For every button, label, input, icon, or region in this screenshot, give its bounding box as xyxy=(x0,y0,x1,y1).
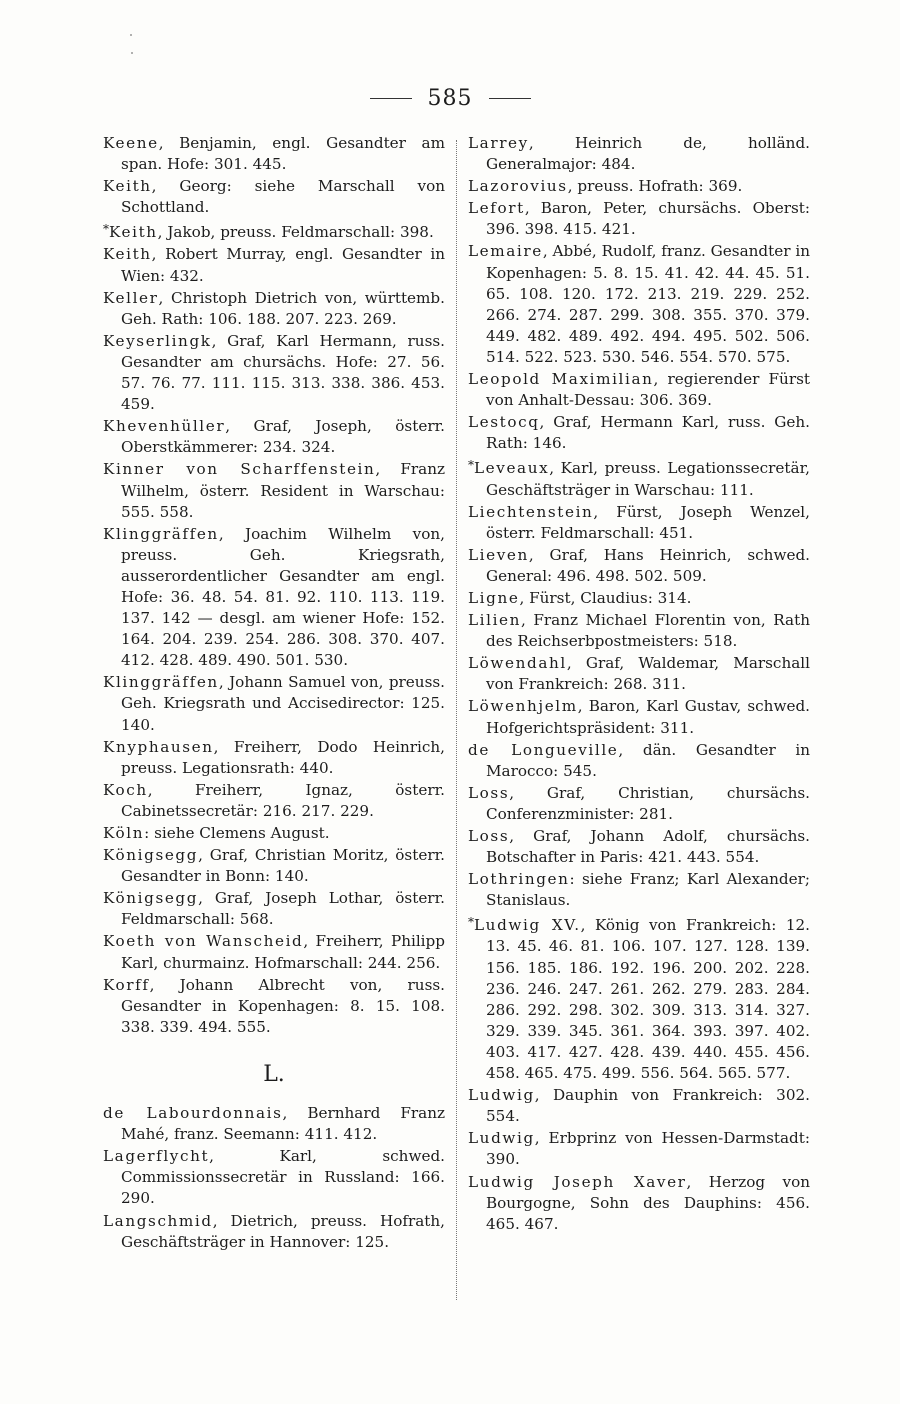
entry-name: Leveaux xyxy=(474,459,550,478)
page-header xyxy=(0,86,900,111)
entry-name: Kinner von Scharffenstein xyxy=(103,460,376,479)
entry-name: Keyserlingk xyxy=(103,331,212,350)
index-entry xyxy=(103,1211,445,1253)
entry-name: Ludwig Joseph Xaver xyxy=(468,1172,687,1191)
right-column xyxy=(468,133,810,1236)
index-entry xyxy=(468,1128,810,1170)
scan-speck xyxy=(131,52,133,54)
index-entry xyxy=(103,845,445,887)
entry-name: Larrey xyxy=(468,134,529,152)
entry-details: , Jakob, preuss. Feldmarschall: 398. xyxy=(157,223,434,242)
index-entry xyxy=(468,502,810,544)
index-entry xyxy=(468,783,810,825)
section-letter: L. xyxy=(263,1061,285,1087)
entry-details: : siehe Franz; Karl Alexander; Stanislaus. xyxy=(486,870,810,910)
index-entry xyxy=(103,459,445,522)
entry-details: , Heinrich de, holländ. Generalmajor: 484. xyxy=(486,134,810,174)
entry-name: Loss xyxy=(468,827,510,845)
entry-name: Knyphausen xyxy=(103,737,214,756)
index-entry xyxy=(468,241,810,368)
entry-details: , Freiherr, Ignaz, österr. Cabinetssecretär: 216. 217. 229. xyxy=(121,780,445,820)
entry-name: Ludwig xyxy=(468,1086,535,1105)
entry-details: , Graf, Karl Hermann, russ. Gesandter am chursächs. Hofe: 27. 56. 57. 76. 77. 111. 115. 313. 338. 386. 453. 459. xyxy=(121,331,445,414)
entry-details: , Karl, schwed. Commissionssecretär in Russland: 166. 290. xyxy=(121,1147,445,1208)
index-entry xyxy=(468,869,810,911)
page-number: 585 xyxy=(427,86,473,111)
entry-name: Löwenhjelm xyxy=(468,697,578,716)
entry-details: , Herzog von Bourgogne, Sohn des Dauphins: 456. 465. 467. xyxy=(486,1172,810,1233)
header-rule-left xyxy=(370,98,412,99)
entry-name: Köln xyxy=(103,824,145,842)
index-entry xyxy=(103,823,445,844)
index-section-k xyxy=(103,133,445,1038)
entry-details: , Baron, Peter, chursächs. Oberst: 396. 398. 415. 421. xyxy=(486,199,810,239)
entry-name: Khevenhüller xyxy=(103,417,226,436)
entry-name: Keller xyxy=(103,288,159,307)
index-entry xyxy=(468,133,810,175)
entry-details: , Fürst, Joseph Wenzel, österr. Feldmarschall: 451. xyxy=(486,502,810,542)
header-rule-right xyxy=(489,98,531,99)
index-entry xyxy=(468,696,810,738)
entry-name: Keene xyxy=(103,134,159,152)
index-entry xyxy=(103,524,445,672)
entry-details: , Franz Wilhelm, österr. Resident in Warschau: 555. 558. xyxy=(121,460,445,521)
index-entry xyxy=(468,826,810,868)
index-entry xyxy=(468,412,810,454)
index-entry xyxy=(468,545,810,587)
entry-name: Lefort xyxy=(468,199,525,218)
entry-details: , Graf, Waldemar, Marschall von Frankreich: 268. 311. xyxy=(486,654,810,694)
entry-name: Lemaire xyxy=(468,242,543,261)
entry-name: Klinggräffen xyxy=(103,524,219,543)
entry-name: Keith xyxy=(103,177,152,196)
index-entry xyxy=(468,610,810,652)
entry-details: , Johann Albrecht von, russ. Gesandter in Kopenhagen: 8. 15. 108. 338. 339. 494. 555. xyxy=(121,975,445,1036)
scan-speck xyxy=(130,34,132,36)
entry-details: : siehe Clemens August. xyxy=(144,824,330,842)
entry-name: Lothringen xyxy=(468,870,570,889)
entry-name: Liechtenstein xyxy=(468,502,594,521)
asterisk-mark: * xyxy=(103,222,109,237)
entry-details: , Graf, Joseph Lothar, österr. Feldmarschall: 568. xyxy=(121,889,445,929)
index-entry xyxy=(103,780,445,822)
entry-details: , Franz Michael Florentin von, Rath des Reichserbpostmeisters: 518. xyxy=(486,611,810,651)
index-entry xyxy=(103,1103,445,1145)
index-entry xyxy=(468,369,810,411)
index-entry xyxy=(103,975,445,1038)
index-section-l xyxy=(103,1103,445,1253)
index-entry xyxy=(103,219,445,243)
index-entry xyxy=(103,1146,445,1209)
entry-name: Keith xyxy=(109,223,158,242)
index-entry xyxy=(468,1085,810,1127)
entry-name: de Longueville xyxy=(468,740,619,759)
entry-name: Ludwig xyxy=(468,1129,535,1148)
entry-details: , Christoph Dietrich von, württemb. Geh. Rath: 106. 188. 207. 223. 269. xyxy=(121,288,445,328)
index-entry xyxy=(103,931,445,973)
index-entry xyxy=(103,737,445,779)
entry-details: , Graf, Johann Adolf, chursächs. Botschafter in Paris: 421. 443. 554. xyxy=(486,827,810,867)
entry-details: , Graf, Hans Heinrich, schwed. General: 496. 498. 502. 509. xyxy=(486,545,810,585)
index-entry xyxy=(103,331,445,415)
entry-details: , Graf, Joseph, österr. Oberstkämmerer: 234. 324. xyxy=(121,417,445,457)
entry-details: , Dietrich, preuss. Hofrath, Geschäftsträger in Hannover: 125. xyxy=(121,1211,445,1251)
entry-details: , Karl, preuss. Legationssecretär, Geschäftsträger in Warschau: 111. xyxy=(486,459,810,499)
entry-details: , preuss. Hofrath: 369. xyxy=(567,177,743,196)
entry-name: Koch xyxy=(103,780,148,799)
index-entry xyxy=(468,588,810,609)
entry-name: Loss xyxy=(468,783,510,802)
entry-name: Lilien xyxy=(468,611,522,630)
entry-name: Koeth von Wanscheid xyxy=(103,932,304,951)
entry-details: , Benjamin, engl. Gesandter am span. Hofe: 301. 445. xyxy=(121,134,445,174)
column-divider xyxy=(456,140,457,1300)
entry-details: , Graf, Christian Moritz, österr. Gesandter in Bonn: 140. xyxy=(121,846,445,886)
asterisk-mark: * xyxy=(468,458,474,473)
index-section-l-continued xyxy=(468,133,810,1235)
entry-details: , Graf, Christian, chursächs. Conferenzminister: 281. xyxy=(486,783,810,823)
entry-name: de Labourdonnais xyxy=(103,1104,283,1123)
entry-details: , Freiherr, Dodo Heinrich, preuss. Legationsrath: 440. xyxy=(121,737,445,777)
left-column xyxy=(103,133,445,1254)
entry-name: Königsegg xyxy=(103,846,199,865)
index-entry xyxy=(468,1172,810,1235)
entry-name: Korff xyxy=(103,975,150,994)
index-entry xyxy=(468,912,810,1084)
entry-name: Ludwig XV. xyxy=(474,916,581,935)
entry-details: , Georg: siehe Marschall von Schottland. xyxy=(121,177,445,217)
entry-details: , Baron, Karl Gustav, schwed. Hofgerichtspräsident: 311. xyxy=(486,697,810,737)
entry-name: Lagerflycht xyxy=(103,1147,210,1166)
entry-name: Klinggräffen xyxy=(103,673,219,692)
entry-details: , Erbprinz von Hessen-Darmstadt: 390. xyxy=(486,1129,810,1169)
index-entry xyxy=(103,888,445,930)
entry-name: Lieven xyxy=(468,545,529,564)
entry-name: Lazorovius xyxy=(468,177,568,196)
entry-details: , Abbé, Rudolf, franz. Gesandter in Kopenhagen: 5. 8. 15. 41. 42. 44. 45. 51. 65. 108. 120. 172. 213. 219. 229. 252. 266. 274. 287. 299. 308. 355. 370. 379. 449. 482. 489. 492. 494. 495. 502. 506. 514. 522. 523. 530. 546. 554. 570. 575. xyxy=(486,242,810,366)
entry-details: , regierender Fürst von Anhalt-Dessau: 306. 369. xyxy=(486,370,810,410)
entry-name: Löwendahl xyxy=(468,654,567,673)
index-entry xyxy=(103,416,445,458)
index-entry xyxy=(103,244,445,286)
asterisk-mark: * xyxy=(468,915,474,930)
entry-details: , Robert Murray, engl. Gesandter in Wien: 432. xyxy=(121,245,445,285)
entry-name: Ligne xyxy=(468,588,520,607)
entry-name: Keith xyxy=(103,245,152,264)
entry-name: Königsegg xyxy=(103,889,199,908)
index-entry xyxy=(468,740,810,782)
entry-details: , Fürst, Claudius: 314. xyxy=(519,588,692,607)
index-entry xyxy=(468,653,810,695)
entry-name: Langschmid xyxy=(103,1211,213,1230)
entry-name: Lestocq xyxy=(468,413,540,432)
entry-details: , Freiherr, Philipp Karl, churmainz. Hofmarschall: 244. 256. xyxy=(121,932,445,972)
entry-details: , Graf, Hermann Karl, russ. Geh. Rath: 146. xyxy=(486,413,810,453)
entry-details: , Dauphin von Frankreich: 302. 554. xyxy=(486,1086,810,1126)
index-entry xyxy=(103,288,445,330)
entry-details: , Johann Samuel von, preuss. Geh. Kriegsrath und Accisedirector: 125. 140. xyxy=(121,673,445,734)
index-entry xyxy=(468,198,810,240)
entry-details: , Bernhard Franz Mahé, franz. Seemann: 411. 412. xyxy=(121,1104,445,1144)
index-entry xyxy=(468,176,810,197)
index-entry xyxy=(103,176,445,218)
entry-name: Leopold Maximilian xyxy=(468,370,654,389)
entry-details: , dän. Gesandter in Marocco: 545. xyxy=(486,740,810,780)
index-entry xyxy=(468,455,810,500)
index-entry xyxy=(103,672,445,735)
index-entry xyxy=(103,133,445,175)
entry-details: , König von Frankreich: 12. 13. 45. 46. 81. 106. 107. 127. 128. 139. 156. 185. 186. 192. 196. 200. 202. 228. 236. 246. 247. 261. 262. 279. 283. 284. 286. 292. 298. 302. 309. 313. 314. 327. 329. 339. 345. 361. 364. 393. 397. 402. 403. 417. 427. 428. 439. 440. 455. 456. 458. 465. 475. 499. 556. 564. 565. 577. xyxy=(486,916,810,1083)
entry-details: , Joachim Wilhelm von, preuss. Geh. Kriegsrath, ausserordentlicher Gesandter am engl. Hofe: 36. 48. 54. 81. 92. 110. 113. 119. 137. 142 — desgl. am wiener Hofe: 152. 164. 204. 239. 254. 286. 308. 370. 407. 412. 428. 489. 490. 501. 530. xyxy=(121,524,445,670)
